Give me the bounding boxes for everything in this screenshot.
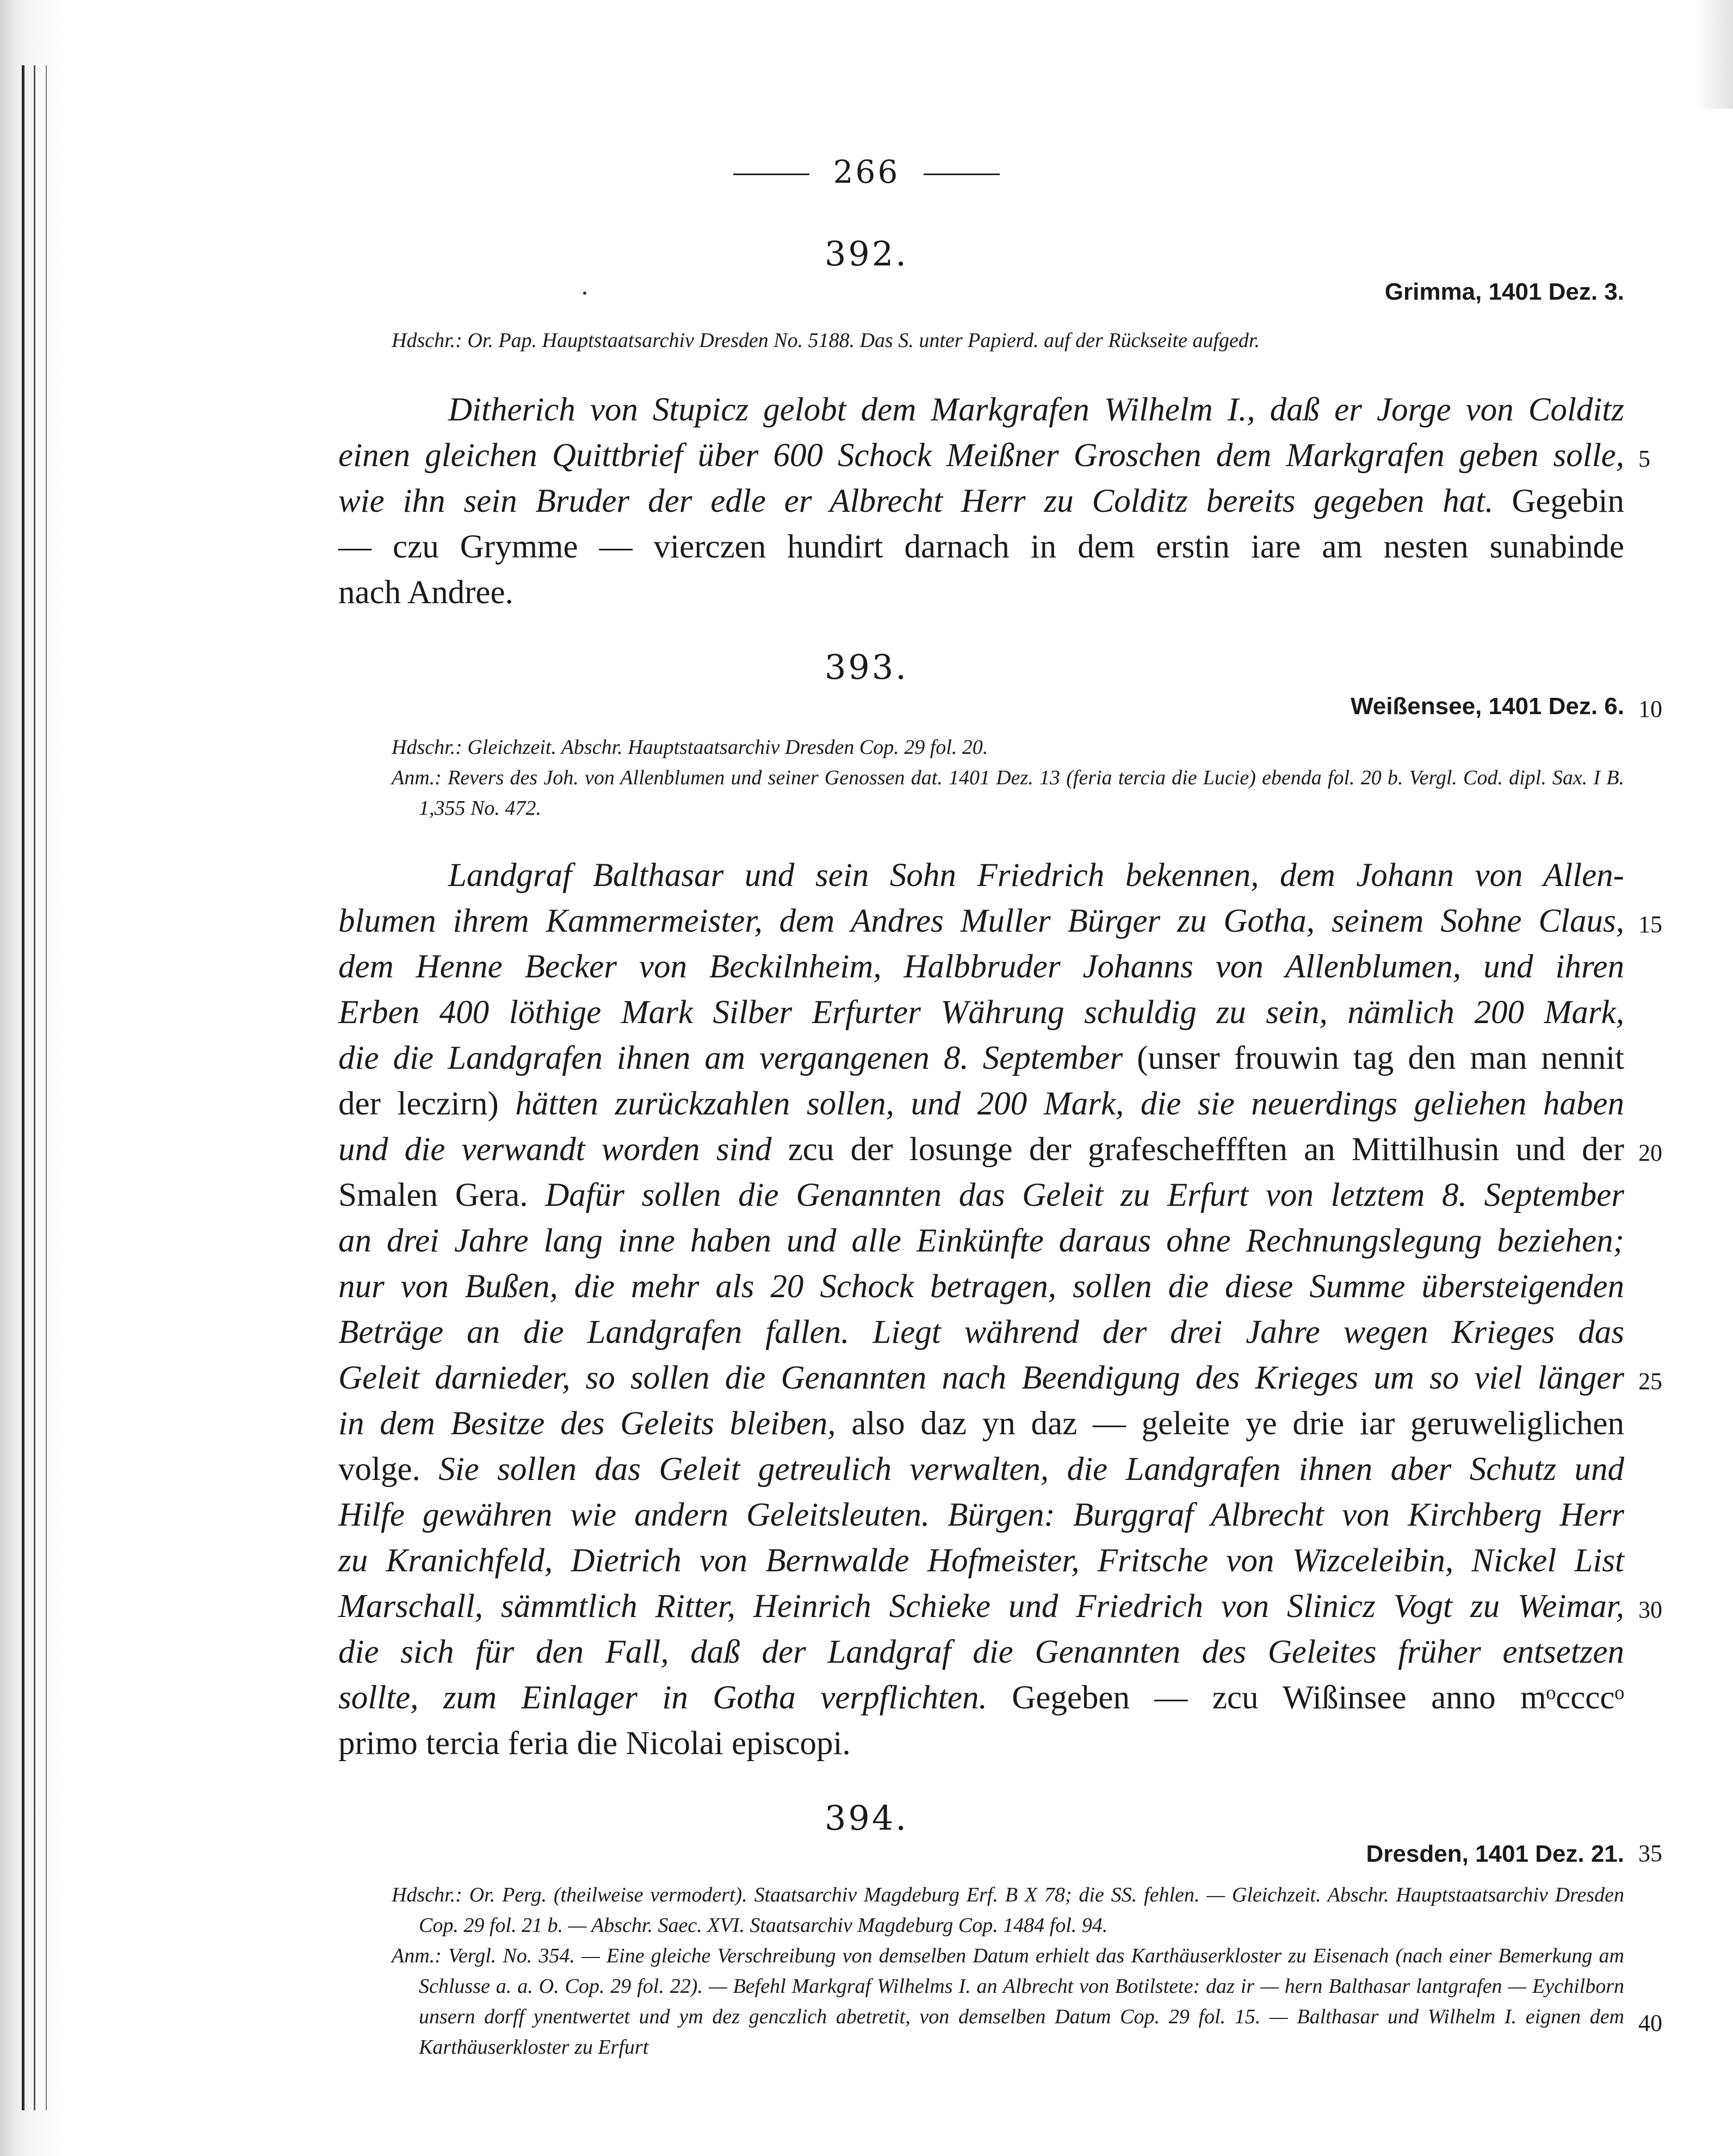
body-line: an drei Jahre lang inne haben und alle Einkünfte daraus ohne Rechnungslegung beziehen; (338, 1223, 1624, 1259)
document-number: 394. (824, 1798, 909, 1838)
scan-edge (1695, 0, 1733, 109)
annotation-note: Anm.: Vergl. No. 354. — Eine gleiche Verschreibung von demselben Datum erhielt das Karthäuserkloster zu Eisenach (nach einer Bemerkung am Schlusse a. a. O. Cop. 29 fol. 22). — Befehl Markgraf Wilhelms I. an Albrecht von Botilstete: daz ir — hern Balthasar lantgrafen — Eychilborn unsern dorff ynentwertet und ym dez genczlich abetretit, von demselben Datum Cop. 29 fol. 15. — Balthasar und Wilhelm I. eignen dem Karthäuserkloster zu Erfurt (392, 1944, 1624, 2059)
page-header (0, 153, 1733, 190)
margin-line-number: 40 (1638, 2010, 1662, 2036)
body-line: in dem Besitze des Geleits bleiben, also daz yn daz — geleite ye drie iar geruweliglichen (338, 1405, 1624, 1442)
margin-line-number: 20 (1638, 1139, 1662, 1166)
manuscript-note: Hdschr.: Or. Pap. Hauptstaatsarchiv Dresden No. 5188. Das S. unter Papierd. auf der Rückseite aufgedr. (392, 329, 1260, 352)
margin-line-number: 15 (1638, 911, 1662, 938)
margin-line-number: 10 (1638, 696, 1662, 722)
print-speck (583, 292, 586, 295)
margin-line-number: 5 (1638, 445, 1650, 472)
body-line: primo tercia feria die Nicolai episcopi. (338, 1725, 851, 1762)
body-line: der leczirn) hätten zurückzahlen sollen, und 200 Mark, die sie neuerdings geliehen haben (338, 1086, 1625, 1122)
body-line: Smalen Gera. Dafür sollen die Genannten das Geleit zu Erfurt von letztem 8. September (338, 1177, 1624, 1213)
body-line: die sich für den Fall, daß der Landgraf die Genannten des Geleites früher entsetzen (338, 1634, 1624, 1670)
body-line: blumen ihrem Kammermeister, dem Andres Muller Bürger zu Gotha, seinem Sohne Claus, (338, 903, 1624, 939)
body-line: Landgraf Balthasar und sein Sohn Friedrich bekennen, dem Johann von Allen- (448, 857, 1624, 894)
annotation-note: Anm.: Revers des Joh. von Allenblumen und seiner Genossen dat. 1401 Dez. 13 (feria tercia die Lucie) ebenda fol. 20 b. Vergl. Cod. dipl. Sax. I B. 1,355 No. 472. (392, 766, 1624, 820)
body-line: Erben 400 löthige Mark Silber Erfurter Währung schuldig zu sein, nämlich 200 Mark, (338, 994, 1624, 1031)
margin-line-number: 30 (1638, 1596, 1662, 1623)
document-dateline: Grimma, 1401 Dez. 3. (1384, 278, 1624, 305)
body-line: und die verwandt worden sind zcu der losunge der grafescheffften an Mittilhusin und der (338, 1131, 1624, 1168)
body-line: wie ihn sein Bruder der edle er Albrecht Herr zu Colditz bereits gegeben hat. Gegebin (338, 483, 1624, 519)
body-line: Beträge an die Landgrafen fallen. Liegt während der drei Jahre wegen Krieges das (338, 1314, 1624, 1350)
body-line: zu Kranichfeld, Dietrich von Bernwalde Hofmeister, Fritsche von Wizceleibin, Nickel List (338, 1542, 1624, 1579)
document-number: 392. (824, 234, 909, 274)
document-dateline: Dresden, 1401 Dez. 21. (1366, 1841, 1624, 1867)
body-line: nur von Bußen, die mehr als 20 Schock betragen, sollen die diese Summe übersteigenden (338, 1268, 1624, 1305)
body-line: Marschall, sämmtlich Ritter, Heinrich Schieke und Friedrich von Slinicz Vogt zu Weimar, (338, 1588, 1624, 1625)
body-line: Ditherich von Stupicz gelobt dem Markgrafen Wilhelm I., daß er Jorge von Colditz (448, 392, 1624, 428)
page-number: 266 (833, 153, 900, 190)
body-line: die die Landgrafen ihnen am vergangenen 8. September (unser frouwin tag den man nennit (338, 1040, 1624, 1076)
manuscript-note: Hdschr.: Gleichzeit. Abschr. Hauptstaatsarchiv Dresden Cop. 29 fol. 20. (392, 736, 988, 759)
body-line: sollte, zum Einlager in Gotha verpflichten. Gegeben — zcu Wißinsee anno mᵒccccᵒ (338, 1680, 1624, 1716)
body-line: dem Henne Becker von Beckilnheim, Halbbruder Johanns von Allenblumen, und ihren (338, 949, 1624, 985)
body-line: einen gleichen Quittbrief über 600 Schock Meißner Groschen dem Markgrafen geben solle, (338, 437, 1624, 474)
document-number: 393. (824, 647, 909, 687)
document-dateline: Weißensee, 1401 Dez. 6. (1350, 693, 1624, 720)
margin-line-number: 35 (1638, 1840, 1662, 1867)
margin-line-number: 25 (1638, 1368, 1662, 1395)
body-line: volge. Sie sollen das Geleit getreulich verwalten, die Landgrafen ihnen aber Schutz und (338, 1451, 1624, 1488)
body-line: Hilfe gewähren wie andern Geleitsleuten. Bürgen: Burggraf Albrecht von Kirchberg Herr (338, 1497, 1624, 1533)
body-line: nach Andree. (338, 574, 513, 611)
header-dash-left (733, 174, 809, 175)
body-line: Geleit darnieder, so sollen die Genannten nach Beendigung des Krieges um so viel länger (338, 1360, 1624, 1396)
header-dash-right (924, 174, 1000, 175)
manuscript-note: Hdschr.: Or. Perg. (theilweise vermodert). Staatsarchiv Magdeburg Erf. B X 78; die SS. fehlen. — Gleichzeit. Abschr. Hauptstaatsarchiv Dresden Cop. 29 fol. 21 b. — Abschr. Saec. XVI. Staatsarchiv Magdeburg Cop. 1484 fol. 94. (392, 1884, 1624, 1937)
body-line: — czu Grymme — vierczen hundirt darnach in dem erstin iare am nesten sunabinde (338, 529, 1624, 565)
